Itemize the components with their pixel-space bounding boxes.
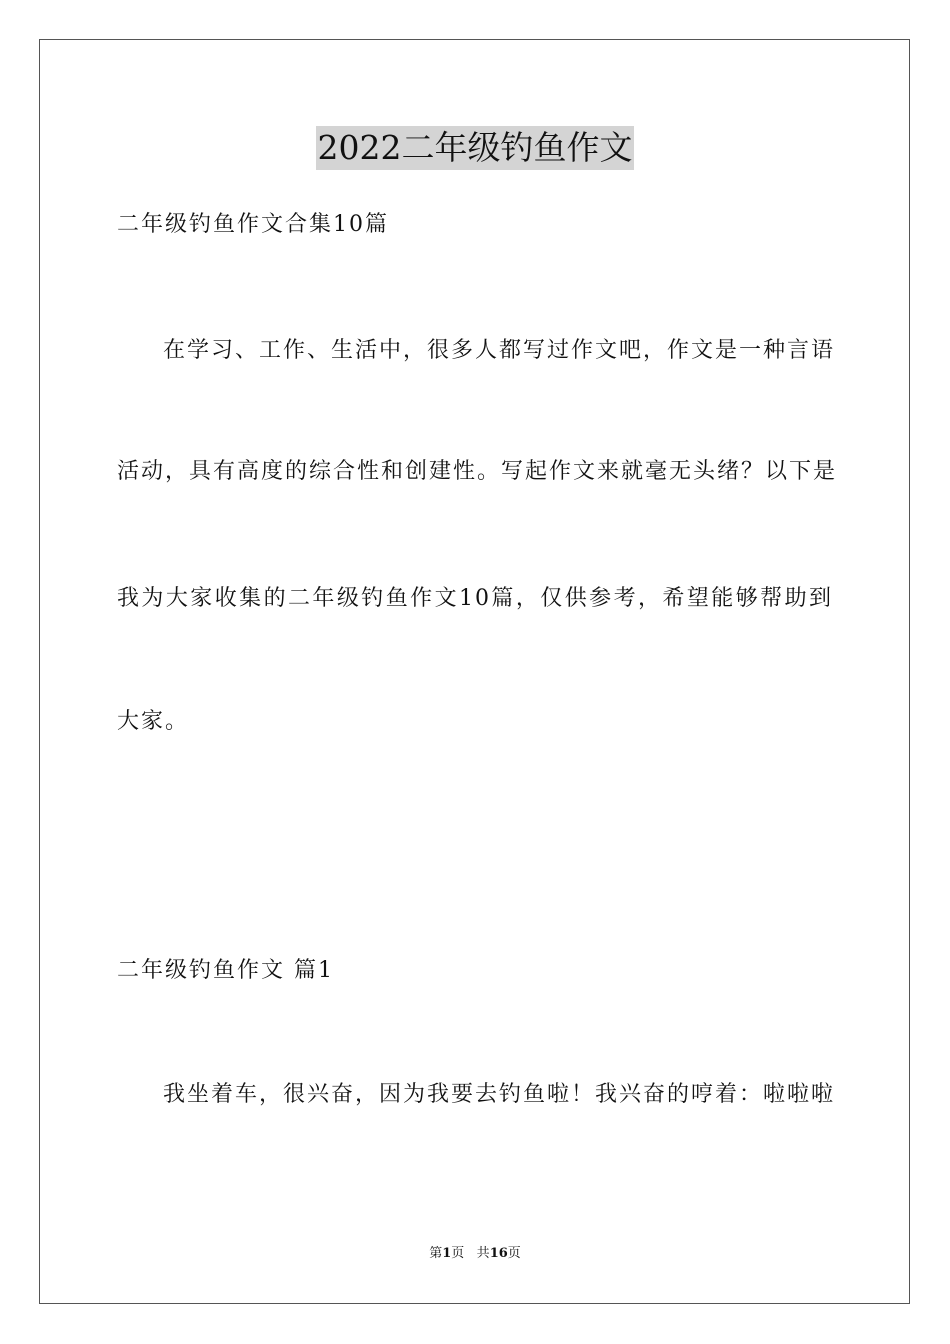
- footer-prefix: 第: [429, 1246, 443, 1261]
- intro-line-2: 活动，具有高度的综合性和创建性。写起作文来就毫无头绪？以下是: [117, 459, 838, 484]
- page-footer: [0, 1245, 950, 1263]
- footer-current-page: 1: [442, 1246, 452, 1261]
- section-line-1: 我坐着车，很兴奋，因为我要去钓鱼啦！我兴奋的哼着：啦啦啦: [163, 1082, 836, 1107]
- footer-page-suffix: 页: [451, 1246, 465, 1261]
- title-container: [0, 126, 950, 170]
- footer-total-prefix: 共: [476, 1246, 490, 1261]
- footer-total-suffix: 页: [507, 1246, 521, 1261]
- intro-line-4: 大家。: [117, 709, 190, 734]
- footer-total-pages: 16: [489, 1246, 508, 1261]
- section-heading: 二年级钓鱼作文 篇1: [117, 958, 334, 983]
- document-subtitle: 二年级钓鱼作文合集10篇: [117, 212, 389, 237]
- intro-line-3: 我为大家收集的二年级钓鱼作文10篇，仅供参考，希望能够帮助到: [117, 586, 833, 611]
- document-title: 2022二年级钓鱼作文: [316, 126, 635, 170]
- intro-line-1: 在学习、工作、生活中，很多人都写过作文吧，作文是一种言语: [163, 338, 836, 363]
